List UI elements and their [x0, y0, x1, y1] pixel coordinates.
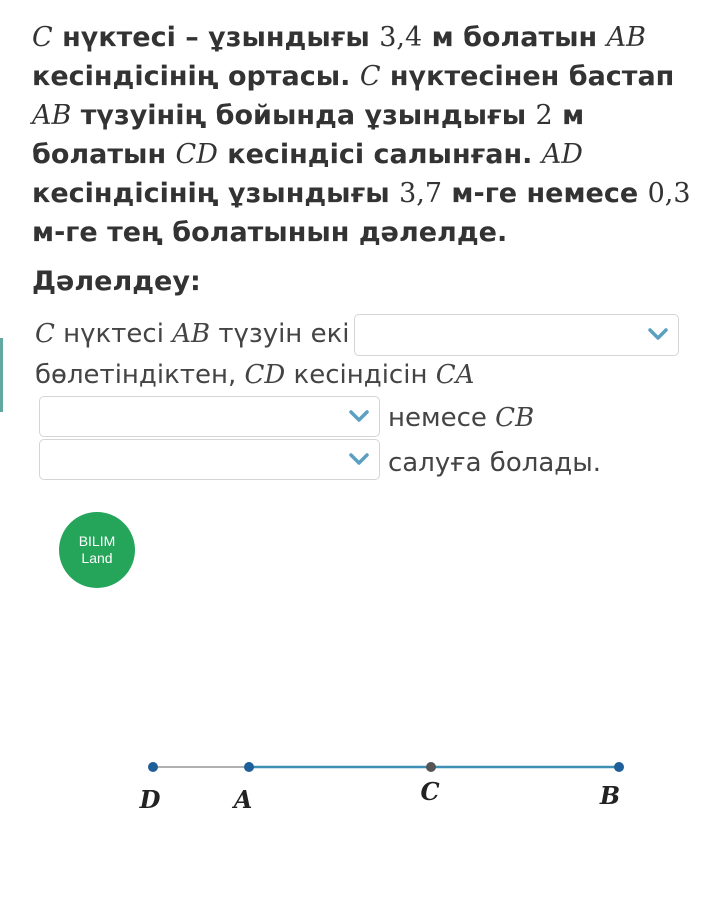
problem-text: м-ге тең болатынын дәлелде. — [32, 217, 508, 248]
point-label: C — [32, 22, 53, 53]
segment-label: AD — [541, 139, 583, 170]
segment-label: AB — [606, 22, 646, 53]
label-B: B — [599, 781, 621, 810]
segment-label: AB — [32, 100, 72, 131]
proof-line-1 — [35, 316, 350, 352]
answer-dropdown-1[interactable] — [354, 314, 679, 356]
point-A — [244, 762, 254, 772]
problem-text: кесіндісі салынған. — [227, 139, 533, 170]
problem-text: м болатын — [431, 22, 598, 53]
proof-line-4 — [388, 445, 601, 481]
proof-text: салуға болады. — [388, 448, 602, 478]
proof-text: бөлетіндіктен, — [35, 360, 237, 390]
chevron-down-icon — [349, 408, 369, 424]
chevron-down-icon — [648, 326, 668, 342]
proof-text: нүктесі — [63, 319, 164, 349]
point-label: C — [359, 61, 381, 92]
point-C — [426, 762, 436, 772]
proof-text: кесіндісін — [293, 360, 428, 390]
answer-dropdown-3[interactable] — [39, 439, 380, 480]
problem-text: кесіндісінің ұзындығы — [32, 178, 390, 209]
proof-accent-bar — [0, 338, 3, 412]
problem-text: нүктесі – ұзындығы — [62, 22, 370, 53]
proof-line-2 — [35, 357, 474, 393]
proof-line-3 — [388, 400, 534, 436]
segment-label: CA — [435, 360, 475, 390]
bilimland-logo — [59, 512, 135, 588]
label-D: D — [139, 785, 161, 814]
length-value: 3,4 — [379, 22, 423, 53]
bilimland-logo-icon — [59, 512, 135, 588]
problem-statement — [32, 18, 697, 252]
length-value: 2 — [535, 100, 553, 131]
proof-text: түзуін екі — [218, 319, 350, 349]
answer-value: 3,7 — [399, 178, 443, 209]
proof-text: немесе — [388, 403, 487, 433]
segment-label: AB — [172, 319, 211, 349]
segment-label: CB — [495, 403, 535, 433]
answer-value: 0,3 — [647, 178, 691, 209]
point-label: C — [35, 319, 55, 349]
logo-line2: Land — [81, 550, 113, 566]
problem-text: нүктесінен бастап — [389, 61, 675, 92]
logo-line1: BILIM — [78, 533, 116, 549]
point-B — [614, 762, 624, 772]
segment-figure — [120, 740, 660, 830]
answer-dropdown-2[interactable] — [39, 396, 380, 437]
point-D — [148, 762, 158, 772]
chevron-down-icon — [349, 451, 369, 467]
label-C: C — [420, 777, 440, 806]
problem-text: түзуінің бойында ұзындығы — [80, 100, 527, 131]
label-A: A — [233, 785, 253, 814]
problem-text: м болатын — [32, 100, 585, 170]
segment-label: CD — [244, 360, 286, 390]
proof-heading: Дәлелдеу: — [32, 266, 201, 297]
problem-text: м-ге немесе — [451, 178, 639, 209]
segment-label: CD — [175, 139, 218, 170]
problem-text: кесіндісінің ортасы. — [32, 61, 351, 92]
